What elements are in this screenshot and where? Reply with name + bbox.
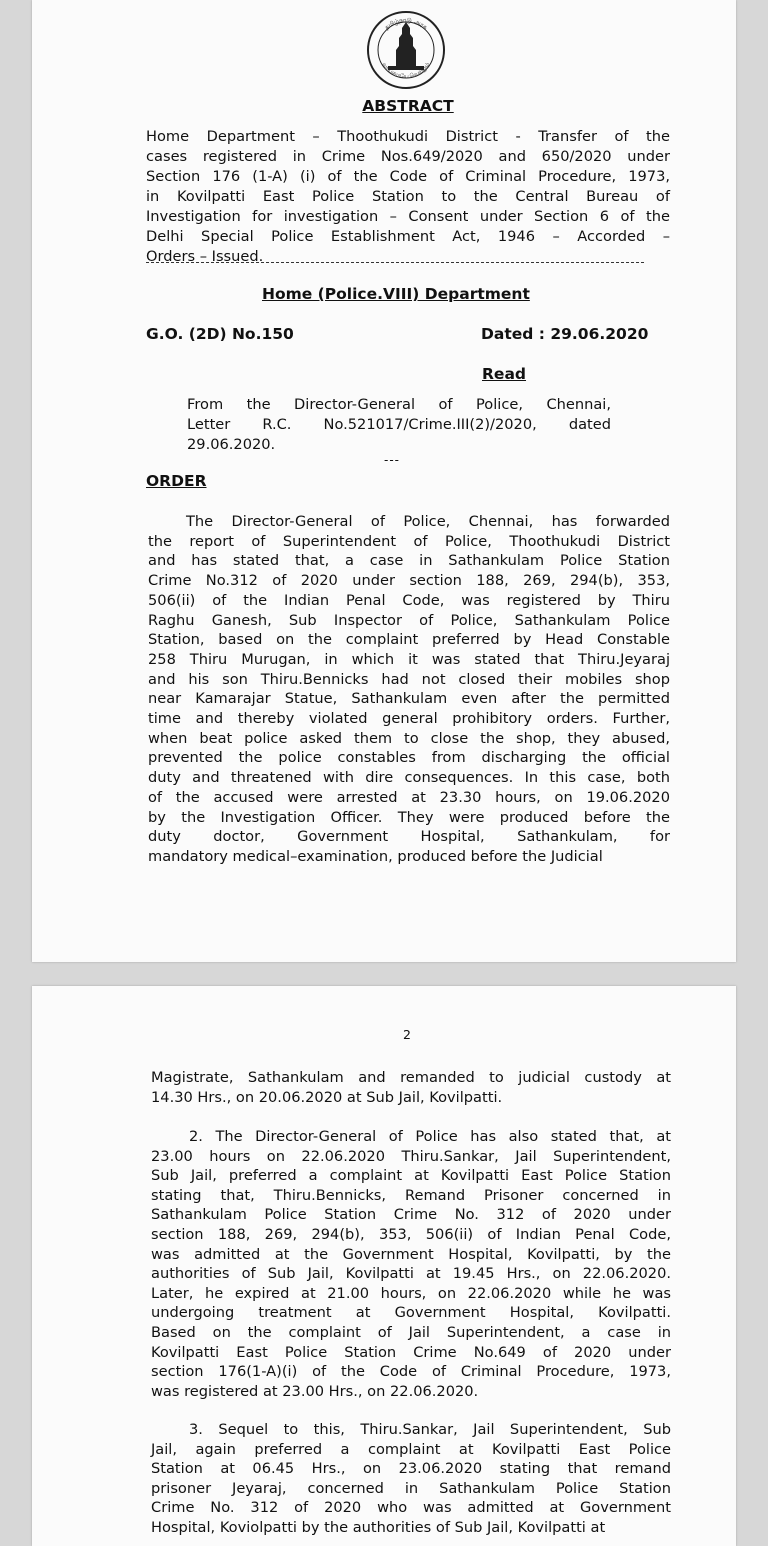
text-line: 258 Thiru Murugan, in which it was stated that Thiru.Jeyaraj <box>148 650 670 668</box>
text-line: duty and threatened with dire consequences. In this case, both <box>148 769 670 787</box>
text-line: 2. The Director-General of Police has also stated that, at <box>189 1128 671 1145</box>
text-line: Hospital, Koviolpatti by the authorities of Sub Jail, Kovilpatti at <box>151 1518 606 1536</box>
order-paragraph-3 <box>151 1420 671 1538</box>
text-line: The Director-General of Police, Chennai, has forwarded <box>186 513 670 530</box>
go-number: G.O. (2D) No.150 <box>146 325 294 343</box>
dashed-divider <box>146 262 644 263</box>
text-line: the report of Superintendent of Police, Thoothukudi District <box>148 532 670 550</box>
text-line: by the Investigation Officer. They were produced before the <box>148 808 670 826</box>
read-line: 29.06.2020. <box>187 436 276 453</box>
text-line: mandatory medical–examination, produced before the Judicial <box>148 847 603 865</box>
order-date: Dated : 29.06.2020 <box>481 325 649 343</box>
order-paragraph-2 <box>151 1127 671 1401</box>
abstract-line: in Kovilpatti East Police Station to the Central Bureau of <box>146 188 670 205</box>
text-line: section 176(1-A)(i) of the Code of Criminal Procedure, 1973, <box>151 1363 671 1381</box>
text-line: 3. Sequel to this, Thiru.Sankar, Jail Superintendent, Sub <box>189 1421 671 1438</box>
emblem-bottom-text: வாய்மையே வெல்லும் <box>380 61 432 80</box>
text-line: time and thereby violated general prohibitory orders. Further, <box>148 710 670 728</box>
text-line: section 188, 269, 294(b), 353, 506(ii) of Indian Penal Code, <box>151 1225 671 1243</box>
text-line: authorities of Sub Jail, Kovilpatti at 19.45 Hrs., on 22.06.2020. <box>151 1265 671 1283</box>
abstract-heading: ABSTRACT <box>362 97 454 115</box>
text-line: prisoner Jeyaraj, concerned in Sathankulam Police Station <box>151 1479 671 1497</box>
text-line: when beat police asked them to close the shop, they abused, <box>148 729 670 747</box>
text-line: Later, he expired at 21.00 hours, on 22.06.2020 while he was <box>151 1284 671 1302</box>
text-line: Sub Jail, preferred a complaint at Kovilpatti East Police Station <box>151 1167 671 1185</box>
text-line: 14.30 Hrs., on 20.06.2020 at Sub Jail, Kovilpatti. <box>151 1088 503 1106</box>
page-number: 2 <box>403 1027 411 1042</box>
text-line: Station, based on the complaint preferred by Head Constable <box>148 631 670 649</box>
text-line: 506(ii) of the Indian Penal Code, was registered by Thiru <box>148 591 670 609</box>
read-heading: Read <box>482 365 527 383</box>
order-paragraph-1 <box>148 512 670 867</box>
abstract-line: Orders – Issued. <box>146 248 264 265</box>
order-heading: ORDER <box>146 472 207 490</box>
text-line: Station at 06.45 Hrs., on 23.06.2020 stating that remand <box>151 1460 671 1478</box>
abstract-text <box>146 127 670 267</box>
department-heading: Home (Police.VIII) Department <box>262 285 530 303</box>
read-line: From the Director-General of Police, Chennai, <box>187 396 611 413</box>
text-line: and has stated that, a case in Sathankulam Police Station <box>148 552 670 570</box>
abstract-line: Section 176 (1-A) (i) of the Code of Criminal Procedure, 1973, <box>146 168 670 185</box>
text-line: Crime No.312 of 2020 under section 188, 269, 294(b), 353, <box>148 572 670 590</box>
abstract-line: cases registered in Crime Nos.649/2020 and 650/2020 under <box>146 148 670 165</box>
text-line: stating that, Thiru.Bennicks, Remand Prisoner concerned in <box>151 1186 671 1204</box>
text-line: Sathankulam Police Station Crime No. 312 of 2020 under <box>151 1206 671 1224</box>
text-line: near Kamarajar Statue, Sathankulam even after the permitted <box>148 690 670 708</box>
text-line: prevented the police constables from discharging the official <box>148 749 670 767</box>
text-line: was registered at 23.00 Hrs., on 22.06.2020. <box>151 1382 479 1400</box>
read-line: Letter R.C. No.521017/Crime.III(2)/2020, dated <box>187 416 611 433</box>
text-line: and his son Thiru.Bennicks had not closed their mobiles shop <box>148 670 670 688</box>
tamil-nadu-emblem-icon <box>366 10 446 90</box>
abstract-line: Home Department – Thoothukudi District - Transfer of the <box>146 128 670 145</box>
text-line: was admitted at the Government Hospital, Kovilpatti, by the <box>151 1245 671 1263</box>
text-line: duty doctor, Government Hospital, Sathankulam, for <box>148 828 670 846</box>
emblem-top-text: தமிழ்நாடு அரசு <box>383 16 429 32</box>
section-separator: --- <box>384 453 400 467</box>
text-line: of the accused were arrested at 23.30 hours, on 19.06.2020 <box>148 788 670 806</box>
text-line: Magistrate, Sathankulam and remanded to judicial custody at <box>151 1069 671 1086</box>
text-line: Kovilpatti East Police Station Crime No.649 of 2020 under <box>151 1343 671 1361</box>
read-reference <box>187 395 611 455</box>
text-line: undergoing treatment at Government Hospital, Kovilpatti. <box>151 1304 671 1322</box>
abstract-line: Investigation for investigation – Consent under Section 6 of the <box>146 208 670 225</box>
text-line: 23.00 hours on 22.06.2020 Thiru.Sankar, Jail Superintendent, <box>151 1147 671 1165</box>
abstract-line: Delhi Special Police Establishment Act, 1946 – Accorded – <box>146 228 670 245</box>
order-paragraph-1-continued <box>151 1068 671 1107</box>
text-line: Based on the complaint of Jail Superintendent, a case in <box>151 1323 671 1341</box>
text-line: Crime No. 312 of 2020 who was admitted at Government <box>151 1499 671 1517</box>
text-line: Jail, again preferred a complaint at Kovilpatti East Police <box>151 1440 671 1458</box>
text-line: Raghu Ganesh, Sub Inspector of Police, Sathankulam Police <box>148 611 670 629</box>
